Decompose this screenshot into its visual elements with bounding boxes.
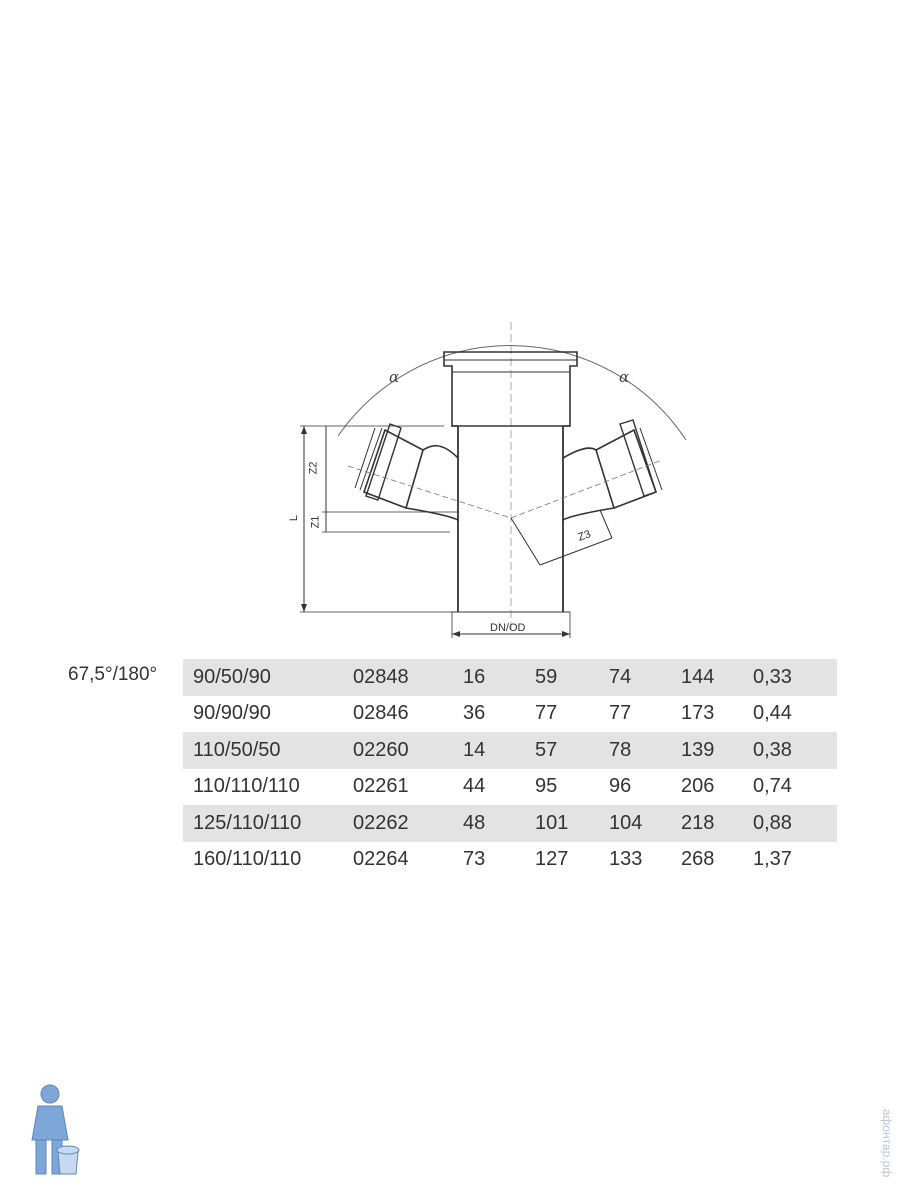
dn-od-label: DN/OD	[490, 622, 526, 634]
z2-label: Z2	[307, 461, 320, 475]
left-branch	[355, 424, 458, 520]
table-cell: 1,37	[753, 848, 792, 871]
table-cell: 133	[609, 848, 643, 871]
table-cell: 73	[463, 848, 486, 871]
right-branch	[563, 420, 662, 520]
table-cell: 90/50/90	[183, 659, 353, 696]
table-cell: 110/50/50	[183, 732, 353, 769]
z3-label: Z3	[576, 528, 593, 544]
table-cell: 95	[535, 775, 558, 798]
fitting-technical-drawing	[0, 300, 900, 650]
angle-series-label: 67,5°/180°	[68, 664, 158, 685]
plumber-mascot-logo	[28, 1082, 80, 1192]
table-cell: 268	[681, 848, 715, 871]
table-cell: 173	[681, 702, 715, 725]
table-cell: 44	[463, 775, 486, 798]
table-cell: 206	[681, 775, 715, 798]
table-cell: 160/110/110	[193, 848, 302, 871]
table-cell: 139	[681, 732, 753, 769]
table-cell: 02261	[353, 775, 409, 798]
alpha-label-left: α	[389, 368, 400, 386]
l-label: L	[288, 514, 301, 522]
table-cell: 57	[535, 732, 609, 769]
z1-label: Z1	[309, 515, 322, 529]
table-cell: 02262	[353, 805, 463, 842]
table-cell: 144	[681, 659, 753, 696]
table-cell: 78	[609, 732, 681, 769]
table-cell: 48	[463, 805, 535, 842]
table-cell: 59	[535, 659, 609, 696]
table-cell: 02846	[353, 702, 409, 725]
table-row	[183, 696, 837, 733]
table-cell: 101	[535, 805, 609, 842]
table-cell: 90/90/90	[193, 702, 271, 725]
table-cell: 0,33	[753, 659, 837, 696]
table-cell: 0,74	[753, 775, 792, 798]
table-cell: 125/110/110	[183, 805, 353, 842]
table-cell: 218	[681, 805, 753, 842]
alpha-label-right: α	[619, 368, 630, 386]
table-cell: 77	[535, 702, 558, 725]
table-cell: 110/110/110	[193, 775, 300, 798]
table-cell: 77	[609, 702, 632, 725]
table-cell: 104	[609, 805, 681, 842]
table-row	[183, 805, 837, 842]
table-cell: 96	[609, 775, 632, 798]
table-cell: 127	[535, 848, 569, 871]
table-row	[183, 732, 837, 769]
site-watermark: афонтар.рф	[880, 1108, 894, 1178]
table-row	[183, 659, 837, 696]
table-row	[183, 769, 837, 806]
top-socket	[444, 352, 577, 426]
table-cell: 16	[463, 659, 535, 696]
table-cell: 02848	[353, 659, 463, 696]
table-cell: 02260	[353, 732, 463, 769]
table-cell: 0,88	[753, 805, 837, 842]
table-cell: 14	[463, 732, 535, 769]
table-cell: 02264	[353, 848, 409, 871]
table-cell: 74	[609, 659, 681, 696]
dimensions-table	[183, 659, 837, 878]
table-cell: 0,44	[753, 702, 792, 725]
table-cell: 0,38	[753, 732, 837, 769]
table-row	[183, 842, 837, 879]
table-cell: 36	[463, 702, 486, 725]
